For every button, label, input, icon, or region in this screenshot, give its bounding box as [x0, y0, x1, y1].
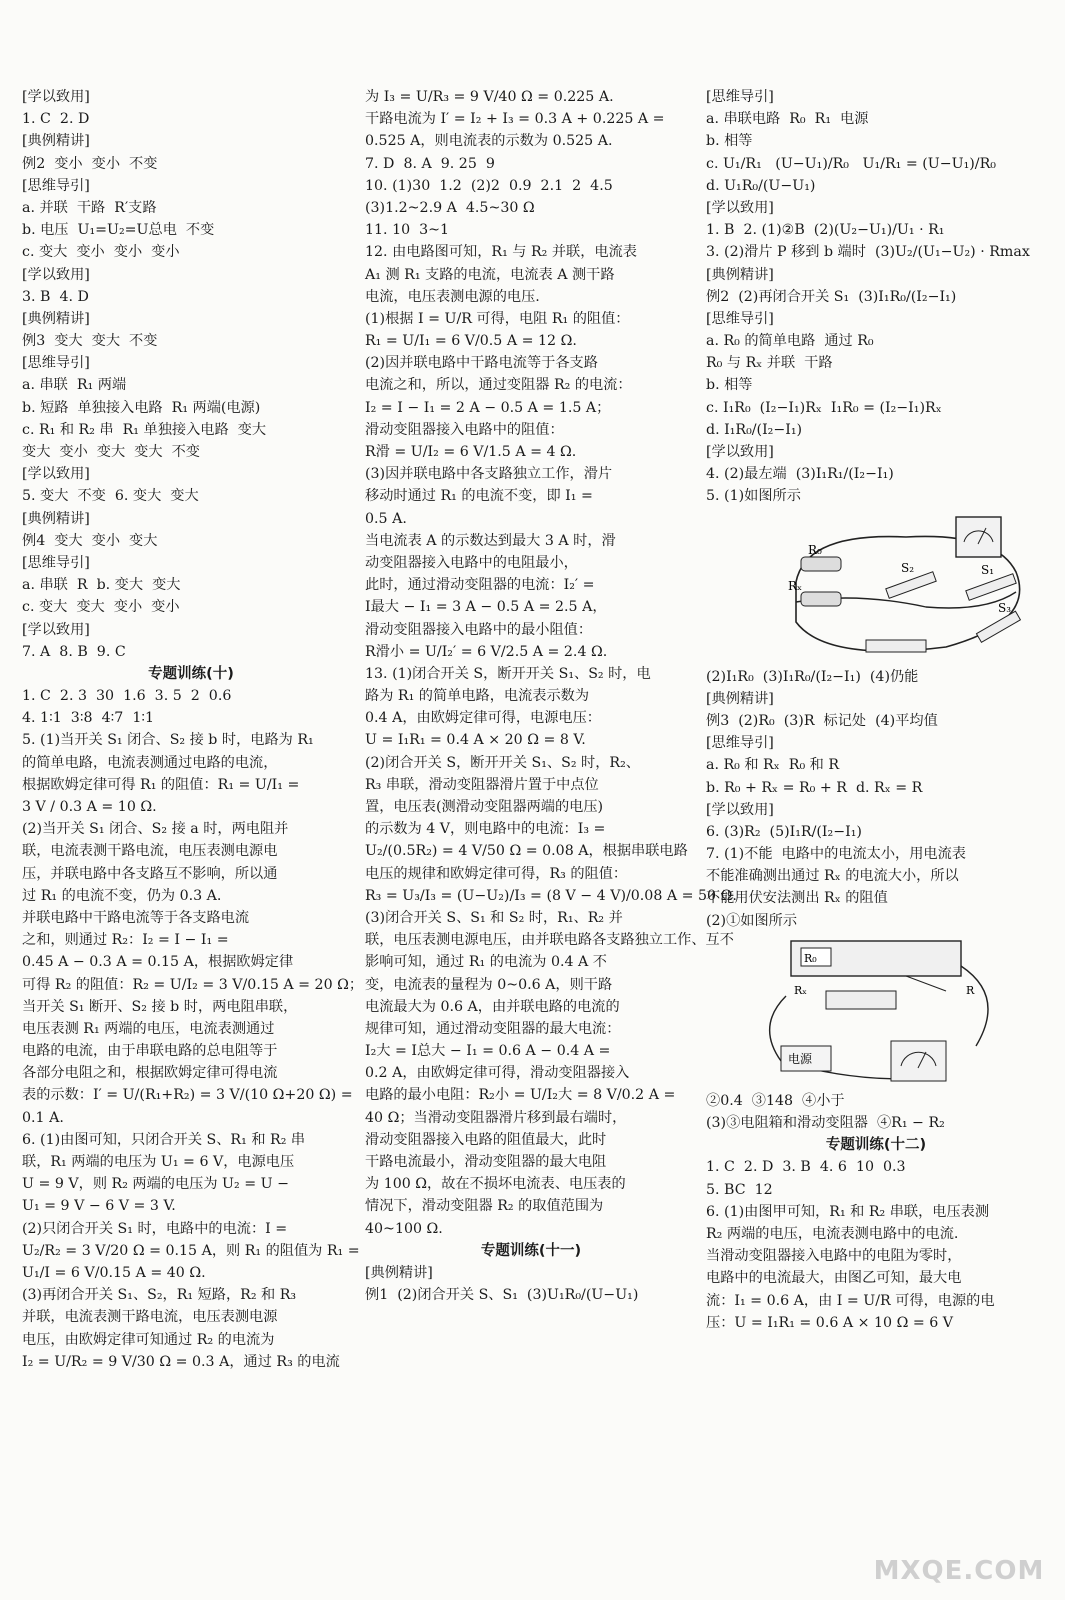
text-line: [学以致用] [706, 199, 774, 216]
text-line: a. R₀ 和 Rₓ R₀ 和 R [706, 757, 840, 774]
text-line: 当开关 S₁ 断开、S₂ 接 b 时，两电阻串联， [22, 998, 298, 1015]
text-line: 12. 由电路图可知，R₁ 与 R₂ 并联，电流表 [365, 244, 637, 261]
text-line: (3)闭合开关 S、S₁ 和 S₂ 时，R₁、R₂ 并 [365, 909, 623, 926]
text-line: b. R₀ + Rₓ = R₀ + R d. Rₓ = R [706, 779, 923, 796]
text-line: 13. (1)闭合开关 S，断开开关 S₁、S₂ 时，电 [365, 665, 651, 682]
text-line: 例3 (2)R₀ (3)R 标记处 (4)平均值 [706, 712, 938, 729]
text-line: [典例精讲] [365, 1264, 433, 1281]
column-right-part-c [706, 1090, 1046, 1334]
text-line: 当电流表 A 的示数达到最大 3 A 时，滑 [365, 532, 616, 549]
text-line: 并联，电流表测干路电流，电压表测电源 [22, 1309, 278, 1326]
text-line: 专题训练(十一) [480, 1242, 582, 1259]
fig2-label-power: 电源 [788, 1051, 813, 1066]
text-line: 6. (1)由图可知，只闭合开关 S、R₁ 和 R₂ 串 [22, 1131, 306, 1148]
text-line: 联，R₁ 两端的电压为 U₁ = 6 V，电源电压 [22, 1154, 295, 1170]
text-line: U₁ = 9 V − 6 V = 3 V. [22, 1198, 176, 1215]
text-line: 当滑动变阻器接入电路中的电阻为零时， [706, 1248, 962, 1265]
text-line: c. U₁/R₁ (U−U₁)/R₀ U₁/R₁ = (U−U₁)/R₀ [706, 155, 996, 172]
text-line: 流：I₁ = 0.6 A，由 I = U/R 可得，电源的电 [706, 1292, 995, 1309]
watermark-logo [869, 1492, 1049, 1592]
text-line: 干路电流最小，滑动变阻器的最大电阻 [365, 1154, 607, 1170]
text-line: [典例精讲] [22, 133, 90, 150]
text-line: (2)①如图所示 [706, 912, 798, 929]
text-line: 变，电流表的量程为 0~0.6 A，则干路 [365, 976, 613, 993]
text-line: 影响可知，通过 R₁ 的电流为 0.4 A 不 [365, 954, 607, 971]
text-line: R₁ = U/I₁ = 6 V/0.5 A = 12 Ω. [365, 333, 577, 350]
text-line: 5. (1)当开关 S₁ 闭合、S₂ 接 b 时，电路为 R₁ [22, 732, 314, 749]
text-line: 联，电压表测电源电压，由并联电路各支路独立工作、互不 [365, 932, 734, 949]
text-line: 0.4 A，由欧姆定律可得，电源电压： [365, 710, 601, 727]
text-line: (2)I₁R₀ (3)I₁R₀/(I₂−I₁) (4)仍能 [706, 668, 919, 685]
text-line: 1. C 2. D 3. B 4. 6 10 0.3 [706, 1159, 906, 1176]
text-line: 10. (1)30 1.2 (2)2 0.9 2.1 2 4.5 [365, 177, 613, 194]
text-line: 滑动变阻器接入电路的阻值最大，此时 [365, 1131, 607, 1148]
text-line: c. R₁ 和 R₂ 串 R₁ 单独接入电路 变大 [22, 421, 267, 438]
text-line: 电压表测 R₁ 两端的电压，电流表测通过 [22, 1020, 275, 1037]
text-line: 专题训练(十) [148, 665, 234, 682]
text-line: 电流之和，所以，通过变阻器 R₂ 的电流： [365, 377, 632, 394]
text-line: [典例精讲] [22, 310, 90, 327]
text-line: R₃ = U₃/I₃ = (U−U₂)/I₃ = (8 V − 4 V)/0.08 A = 50 Ω. [365, 887, 737, 904]
text-line: 5. (1)如图所示 [706, 488, 801, 505]
text-line: (3)1.2~2.9 A 4.5~30 Ω [365, 199, 535, 216]
circuit-figure-2 [746, 936, 1046, 1086]
text-line: 6. (3)R₂ (5)I₁R/(I₂−I₁) [706, 823, 862, 840]
text-line: 0.5 A. [365, 510, 407, 527]
text-line: 此时，通过滑动变阻器的电流：I₂′ = [365, 577, 595, 594]
text-line: d. U₁R₀/(U−U₁) [706, 177, 816, 194]
text-line: 情况下，滑动变阻器 R₂ 的取值范围为 [365, 1198, 604, 1215]
text-line: c. I₁R₀ (I₂−I₁)Rₓ I₁R₀ = (I₂−I₁)Rₓ [706, 399, 942, 416]
text-line: 5. BC 12 [706, 1181, 773, 1198]
text-line: ②0.4 ③148 ④小于 [706, 1092, 845, 1109]
text-line: 例3 变大 变大 不变 [22, 333, 158, 350]
watermark-text: MXQE.COM [873, 1556, 1045, 1586]
text-line: 干路电流为 I′ = I₂ + I₃ = 0.3 A + 0.225 A = [365, 111, 665, 128]
text-line: [学以致用] [22, 89, 90, 105]
text-line: (2)当开关 S₁ 闭合、S₂ 接 a 时，两电阻并 [22, 821, 289, 838]
text-line: U = 9 V，则 R₂ 两端的电压为 U₂ = U − [22, 1176, 289, 1193]
text-line: 各部分电阻之和，根据欧姆定律可得电流 [22, 1065, 278, 1082]
text-line: [思维导引] [22, 355, 90, 372]
text-line: (2)因并联电路中干路电流等于各支路 [365, 355, 598, 372]
text-line: 0.2 A，由欧姆定律可得，滑动变阻器接入 [365, 1065, 630, 1082]
text-line: [学以致用] [22, 266, 90, 283]
text-line: [学以致用] [706, 444, 774, 460]
text-line: b. 相等 [706, 377, 753, 394]
text-line: c. 变大 变大 变小 变小 [22, 599, 180, 616]
text-line: I₂ = U/R₂ = 9 V/30 Ω = 0.3 A，通过 R₃ 的电流 [22, 1353, 340, 1370]
text-line: 4. (2)最左端 (3)I₁R₁/(I₂−I₁) [706, 466, 894, 483]
text-line: 为 100 Ω，故在不损坏电流表、电压表的 [365, 1176, 626, 1193]
text-line: 为 I₃ = U/R₃ = 9 V/40 Ω = 0.225 A. [365, 89, 614, 105]
fig2-label-r: R [966, 983, 975, 997]
fig1-label-s3: S₃ [998, 600, 1012, 615]
text-line: a. 串联 R b. 变大 变大 [22, 577, 181, 594]
text-line: 0.45 A − 0.3 A = 0.15 A，根据欧姆定律 [22, 954, 294, 971]
text-line: 11. 10 3~1 [365, 222, 450, 239]
text-line: 例2 变小 变小 不变 [22, 155, 158, 172]
text-line: 可得 R₂ 的阻值：R₂ = U/I₂ = 3 V/0.15 A = 20 Ω； [22, 976, 364, 993]
text-line: 1. B 2. (1)②B (2)(U₂−U₁)/U₁ · R₁ [706, 222, 945, 239]
fig2-label-r0: R₀ [804, 951, 817, 965]
text-line: 40~100 Ω. [365, 1220, 443, 1237]
text-line: 7. A 8. B 9. C [22, 643, 126, 660]
text-line: U = I₁R₁ = 0.4 A × 20 Ω = 8 V. [365, 732, 586, 749]
text-line: R₃ 串联，滑动变阻器滑片置于中点位 [365, 776, 599, 793]
text-line: 例2 (2)再闭合开关 S₁ (3)I₁R₀/(I₂−I₁) [706, 288, 957, 305]
text-line: 移动时通过 R₁ 的电流不变，即 I₁ = [365, 488, 593, 505]
text-line: 不能用伏安法测出 Rₓ 的阻值 [706, 890, 888, 907]
text-line: R滑小 = U/I₂′ = 6 V/2.5 A = 2.4 Ω. [365, 643, 608, 660]
text-line: 3 V / 0.3 A = 10 Ω. [22, 799, 157, 815]
text-line: 滑动变阻器接入电路中的阻值： [365, 421, 564, 438]
text-line: 1. C 2. D [22, 111, 90, 128]
text-line: (2)只闭合开关 S₁ 时，电路中的电流：I = [22, 1220, 288, 1237]
text-line: 电路的最小电阻：R₂小 = U/I₂大 = 8 V/0.2 A = [365, 1087, 676, 1104]
text-line: 路为 R₁ 的简单电路，电流表示数为 [365, 688, 590, 705]
text-line: 40 Ω；当滑动变阻器滑片移到最右端时， [365, 1109, 627, 1126]
text-line: 压，并联电路中各支路互不影响，所以通 [22, 865, 278, 882]
text-line: [典例精讲] [706, 690, 774, 707]
text-line: b. 电压 U₁=U₂=U总电 不变 [22, 222, 215, 239]
text-line: I₂ = I − I₁ = 2 A − 0.5 A = 1.5 A； [365, 399, 611, 416]
text-line: 3. (2)滑片 P 移到 b 端时 (3)U₂/(U₁−U₂) · Rmax [706, 244, 1030, 261]
text-line: I最大 − I₁ = 3 A − 0.5 A = 2.5 A， [365, 599, 607, 616]
column-right-part-b [706, 666, 1046, 932]
text-line: U₂/R₂ = 3 V/20 Ω = 0.15 A，则 R₁ 的阻值为 R₁ = [22, 1242, 360, 1259]
text-line: [学以致用] [22, 621, 90, 638]
text-line: U₂/(0.5R₂) = 4 V/50 Ω = 0.08 A，根据串联电路 [365, 843, 688, 860]
text-line: 电压，由欧姆定律可知通过 R₂ 的电流为 [22, 1331, 275, 1348]
text-line: 5. 变大 不变 6. 变大 变大 [22, 488, 199, 505]
text-line: 不能准确测出通过 Rₓ 的电流大小，所以 [706, 868, 959, 885]
text-line: 1. C 2. 3 30 1.6 3. 5 2 0.6 [22, 688, 232, 705]
text-line: 电路中的电流最大，由图乙可知，最大电 [706, 1270, 962, 1287]
text-line: [学以致用] [22, 466, 90, 483]
text-line: 例1 (2)闭合开关 S、S₁ (3)U₁R₀/(U−U₁) [365, 1287, 639, 1304]
text-line: [思维导引] [22, 177, 90, 194]
text-line: a. 串联 R₁ 两端 [22, 377, 127, 394]
text-line: d. I₁R₀/(I₂−I₁) [706, 421, 803, 438]
text-line: 联，电流表测干路电流，电压表测电源电 [22, 843, 278, 860]
text-line: 电流最大为 0.6 A，由并联电路的电流的 [365, 998, 620, 1015]
text-line: 0.1 A. [22, 1109, 64, 1126]
text-line: 4. 1∶1 3∶8 4∶7 1∶1 [22, 710, 155, 727]
text-line: 根据欧姆定律可得 R₁ 的阻值：R₁ = U/I₁ = [22, 776, 300, 793]
text-line: R₀ 与 Rₓ 并联 干路 [706, 355, 833, 372]
text-line: b. 短路 单独接入电路 R₁ 两端(电源) [22, 399, 261, 416]
text-line: 6. (1)由图甲可知，R₁ 和 R₂ 串联，电压表测 [706, 1203, 990, 1220]
text-line: A₁ 测 R₁ 支路的电流，电流表 A 测干路 [365, 266, 615, 283]
text-line: 滑动变阻器接入电路中的最小阻值： [365, 621, 593, 638]
text-line: 规律可知，通过滑动变阻器的最大电流： [365, 1020, 621, 1037]
text-line: 0.525 A，则电流表的示数为 0.525 A. [365, 133, 613, 150]
text-line: (1)根据 I = U/R 可得，电阻 R₁ 的阻值： [365, 310, 630, 327]
text-line: 电压的规律和欧姆定律可得，R₃ 的阻值： [365, 865, 628, 882]
circuit-figure-1 [766, 512, 1065, 662]
text-line: 3. B 4. D [22, 288, 89, 305]
text-line: 变大 变小 变大 变大 不变 [22, 444, 200, 460]
text-line: 电流，电压表测电源的电压. [365, 288, 540, 305]
text-line: R₂ 两端的电压，电流表测电路中的电流. [706, 1225, 959, 1242]
fig2-label-rx: Rₓ [794, 983, 807, 997]
text-line: [典例精讲] [22, 510, 90, 527]
text-line: b. 相等 [706, 133, 753, 150]
text-line: (3)③电阻箱和滑动变阻器 ④R₁ − R₂ [706, 1115, 945, 1131]
text-line: [思维导引] [706, 89, 774, 105]
text-line: c. 变大 变小 变小 变小 [22, 244, 180, 261]
text-line: [思维导引] [706, 735, 774, 752]
text-line: 表的示数：I′ = U/(R₁+R₂) = 3 V/(10 Ω+20 Ω) = [22, 1087, 353, 1104]
text-line: 之和，则通过 R₂：I₂ = I − I₁ = [22, 932, 229, 949]
text-line: [典例精讲] [706, 266, 774, 283]
text-line: 置，电压表(测滑动变阻器两端的电压) [365, 799, 604, 815]
text-line: 并联电路中干路电流等于各支路电流 [22, 909, 250, 926]
fig1-label-s2: S₂ [901, 560, 915, 575]
text-line: 7. D 8. A 9. 25 9 [365, 155, 495, 172]
column-right [706, 86, 1046, 1334]
fig1-label-rx: Rₓ [788, 578, 803, 593]
text-line: U₁/I = 6 V/0.15 A = 40 Ω. [22, 1264, 206, 1281]
text-line: a. 串联电路 R₀ R₁ 电源 [706, 111, 869, 128]
text-line: [思维导引] [706, 310, 774, 327]
text-line: 电路的电流，由于串联电路的总电阻等于 [22, 1043, 278, 1060]
text-line: [学以致用] [706, 801, 774, 818]
text-line: 专题训练(十二) [825, 1137, 927, 1154]
text-line: R滑 = U/I₂ = 6 V/1.5 A = 4 Ω. [365, 444, 577, 460]
text-line: a. 并联 干路 R′支路 [22, 199, 157, 216]
text-line: 动变阻器接入电路中的电阻最小， [365, 554, 578, 571]
text-line: (2)闭合开关 S，断开开关 S₁、S₂ 时，R₂、 [365, 754, 640, 771]
text-line: 的简单电路，电流表测通过电路的电流， [22, 754, 278, 771]
fig1-label-r0: R₀ [808, 542, 822, 557]
text-line: [思维导引] [22, 554, 90, 571]
column-right-part-a [706, 86, 1046, 508]
text-line: (3)因并联电路中各支路独立工作，滑片 [365, 466, 613, 483]
text-line: 7. (1)不能 电路中的电流太小，用电流表 [706, 846, 966, 863]
text-line: 的示数为 4 V，则电路中的电流：I₃ = [365, 821, 606, 838]
text-line: I₂大 = I总大 − I₁ = 0.6 A − 0.4 A = [365, 1043, 611, 1060]
text-line: 压：U = I₁R₁ = 0.6 A × 10 Ω = 6 V [706, 1314, 954, 1331]
fig1-label-s1: S₁ [981, 562, 995, 577]
text-line: 例4 变大 变小 变大 [22, 532, 158, 549]
text-line: (3)再闭合开关 S₁、S₂，R₁ 短路，R₂ 和 R₃ [22, 1287, 297, 1304]
text-line: a. R₀ 的简单电路 通过 R₀ [706, 333, 874, 350]
text-line: 过 R₁ 的电流不变，仍为 0.3 A. [22, 887, 222, 904]
column-left [22, 86, 364, 1373]
